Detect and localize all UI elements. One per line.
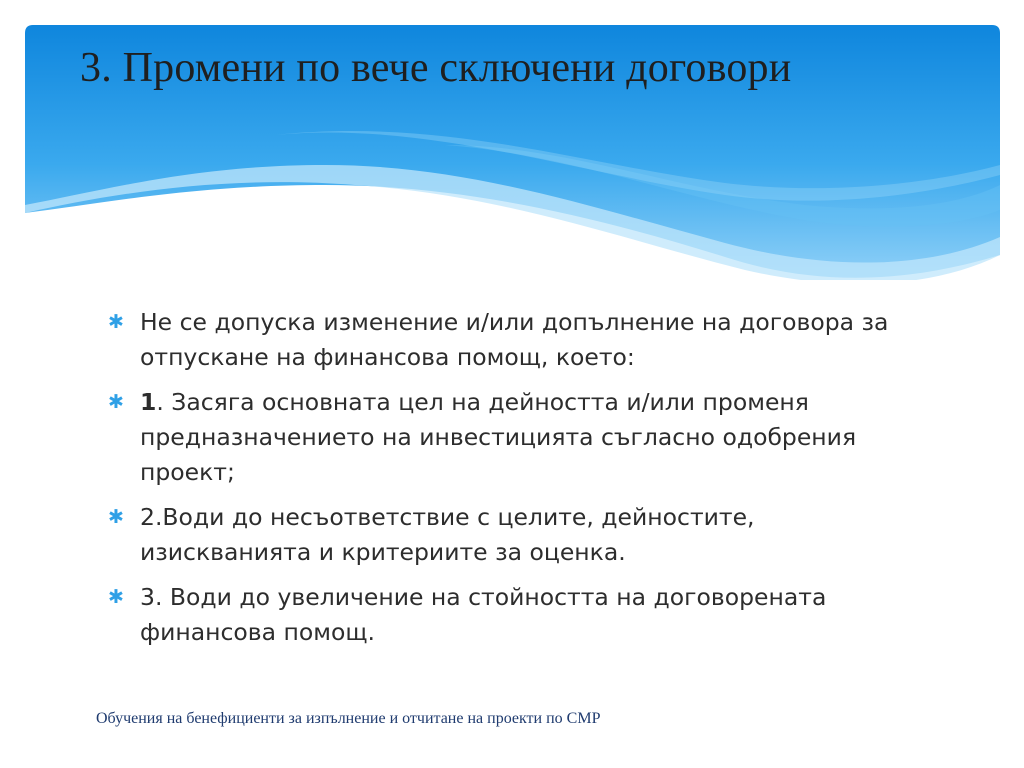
asterisk-icon: ✱: [108, 586, 124, 608]
bullet-item-1: [108, 305, 928, 375]
slide-title: 3. Промени по вече сключени договори: [80, 45, 792, 91]
bullet-text-1: Не се допуска изменение и/или допълнение на договора за отпускане на финансова помощ, което:: [140, 308, 889, 371]
bullet-item-3: [108, 500, 928, 570]
bullet-text-4: 3. Води до увеличение на стойността на договорената финансова помощ.: [140, 583, 827, 646]
bullet-text-3: 2.Води до несъответствие с целите, дейностите, изискванията и критериите за оценка.: [140, 503, 755, 566]
asterisk-icon: ✱: [108, 391, 124, 413]
asterisk-icon: ✱: [108, 506, 124, 528]
bullet-item-2: [108, 385, 928, 490]
asterisk-icon: ✱: [108, 311, 124, 333]
bullet-number-1: 1: [140, 388, 157, 416]
slide-footer: Обучения на бенефициенти за изпълнение и отчитане на проекти по СМР: [96, 710, 601, 727]
bullet-text-2: . Засяга основната цел на дейността и/или променя предназначението на инвестицията съгласно одобрения проект;: [140, 388, 857, 486]
bullet-item-4: [108, 580, 928, 650]
bullet-list: [108, 305, 928, 660]
